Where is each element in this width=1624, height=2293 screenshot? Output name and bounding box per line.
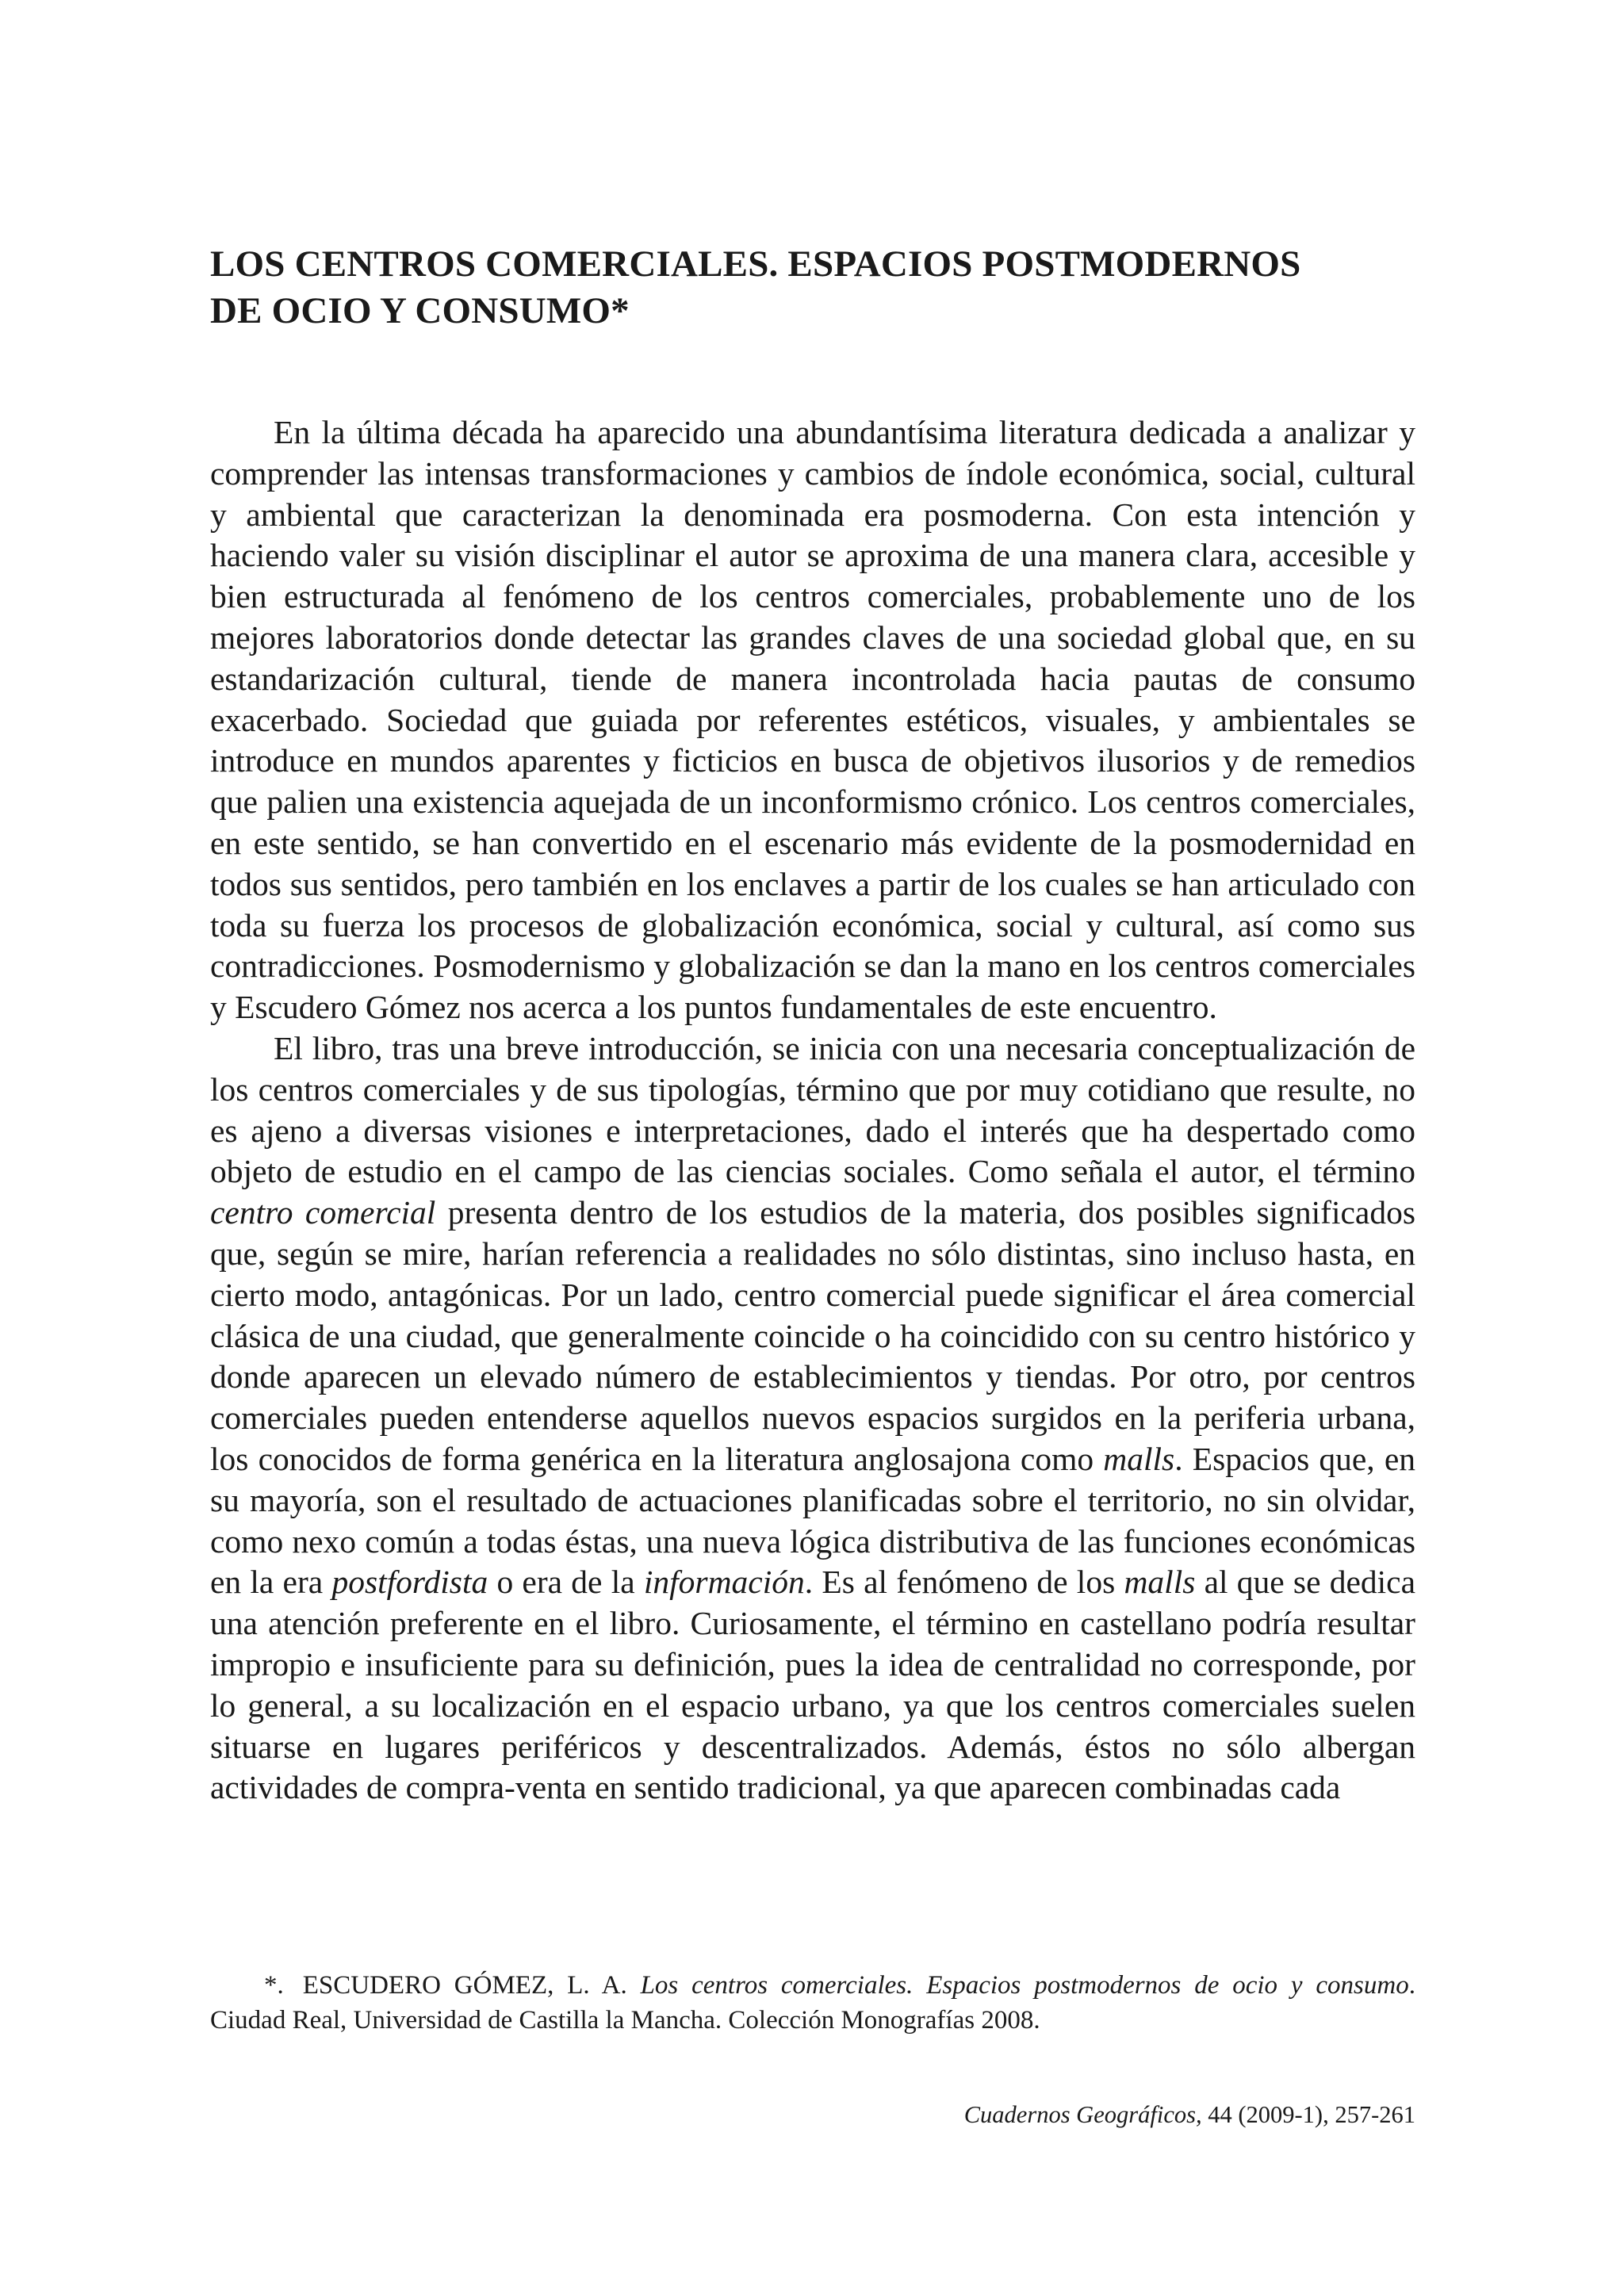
footnote-mark: *. (264, 1971, 284, 2000)
journal-name: Cuadernos Geográficos, (963, 2101, 1202, 2128)
emphasis-term: postfordista (331, 1564, 488, 1601)
body-paragraph-2 (210, 1028, 1415, 1809)
review-body (210, 412, 1415, 1809)
footnote-details: . Ciudad Real, Universidad de Castilla la Mancha. Colección Monografías 2008. (210, 1971, 1415, 2035)
body-paragraph-1: En la última década ha aparecido una abundantísima literatura dedicada a analizar y comprender las intensas transformaciones y cambios de índole económica, social, cultural y ambiental que caracterizan la denominada era posmoderna. Con esta intención y haciendo valer su visión disciplinar el autor se aproxima de una manera clara, accesible y bien estructurada al fenómeno de los centros comerciales, probablemente uno de los mejores laboratorios donde detectar las grandes claves de una sociedad global que, en su estandarización cultural, tiende de manera incontrolada hacia pautas de consumo exacerbado. Sociedad que guiada por referentes estéticos, visuales, y ambientales se introduce en mundos aparentes y ficticios en busca de objetivos ilusorios y de remedios que palien una existencia aquejada de un inconformismo crónico. Los centros comerciales, en este sentido, se han convertido en el escenario más evidente de la posmodernidad en todos sus sentidos, pero también en los enclaves a partir de los cuales se han articulado con toda su fuerza los procesos de globalización económica, social y cultural, así como sus contradicciones. Posmodernismo y globalización se dan la mano en los centros comerciales y Escudero Gómez nos acerca a los puntos fundamentales de este encuentro. (210, 414, 1415, 1026)
body-text: o era de la (488, 1564, 644, 1601)
journal-issue-pages: 44 (2009-1), 257-261 (1201, 2101, 1415, 2128)
footnote-author: ESCUDERO GÓMEZ, L. A. (302, 1971, 641, 2000)
body-text: El libro, tras una breve introducción, se inicia con una necesaria conceptualización de los centros comerciales y de sus tipologías, término que por muy cotidiano que resulte, no es ajeno a diversas visiones e interpretaciones, dado el interés que ha despertado como objeto de estudio en el campo de las ciencias sociales. Como señala el autor, el término (210, 1029, 1415, 1190)
article-title-line-1: LOS CENTROS COMERCIALES. ESPACIOS POSTMODERNOS (210, 243, 1301, 285)
journal-citation (964, 2099, 1415, 2130)
footnote (210, 1968, 1415, 2038)
emphasis-term: información (643, 1564, 805, 1601)
emphasis-term: malls (1103, 1440, 1175, 1477)
emphasis-term: centro comercial (210, 1194, 436, 1231)
body-text: . Espacios que, en su mayoría, son el resultado de actuaciones planificadas sobre el territorio, no sin olvidar, como nexo común a todas éstas, una nueva lógica distributiva de las funciones económicas en la era (210, 1440, 1416, 1601)
body-text: . Es al fenómeno de los (804, 1564, 1124, 1601)
article-title (210, 241, 1415, 335)
emphasis-term: malls (1124, 1564, 1196, 1601)
article-title-line-2: DE OCIO Y CONSUMO* (210, 290, 630, 331)
body-text: al que se dedica una atención preferente en el libro. Curiosamente, el término en castellano podría resultar impropio e insuficiente para su definición, pues la idea de centralidad no corresponde, por lo general, a su localización en el espacio urbano, ya que los centros comerciales suelen situarse en lugares periféricos y descentralizados. Además, éstos no sólo albergan actividades de compra-venta en sentido tradicional, ya que aparecen combinadas cada (210, 1564, 1416, 1806)
body-text: presenta dentro de los estudios de la materia, dos posibles significados que, según se mire, harían referencia a realidades no sólo distintas, sino incluso hasta, en cierto modo, antagónicas. Por un lado, centro comercial puede significar el área comercial clásica de una ciudad, que generalmente coincide o ha coincidido con su centro histórico y donde aparecen un elevado número de establecimientos y tiendas. Por otro, por centros comerciales pueden entenderse aquellos nuevos espacios surgidos en la periferia urbana, los conocidos de forma genérica en la literatura anglosajona como (210, 1194, 1415, 1477)
footnote-book-title: Los centros comerciales. Espacios postmodernos de ocio y consumo (640, 1971, 1409, 2000)
